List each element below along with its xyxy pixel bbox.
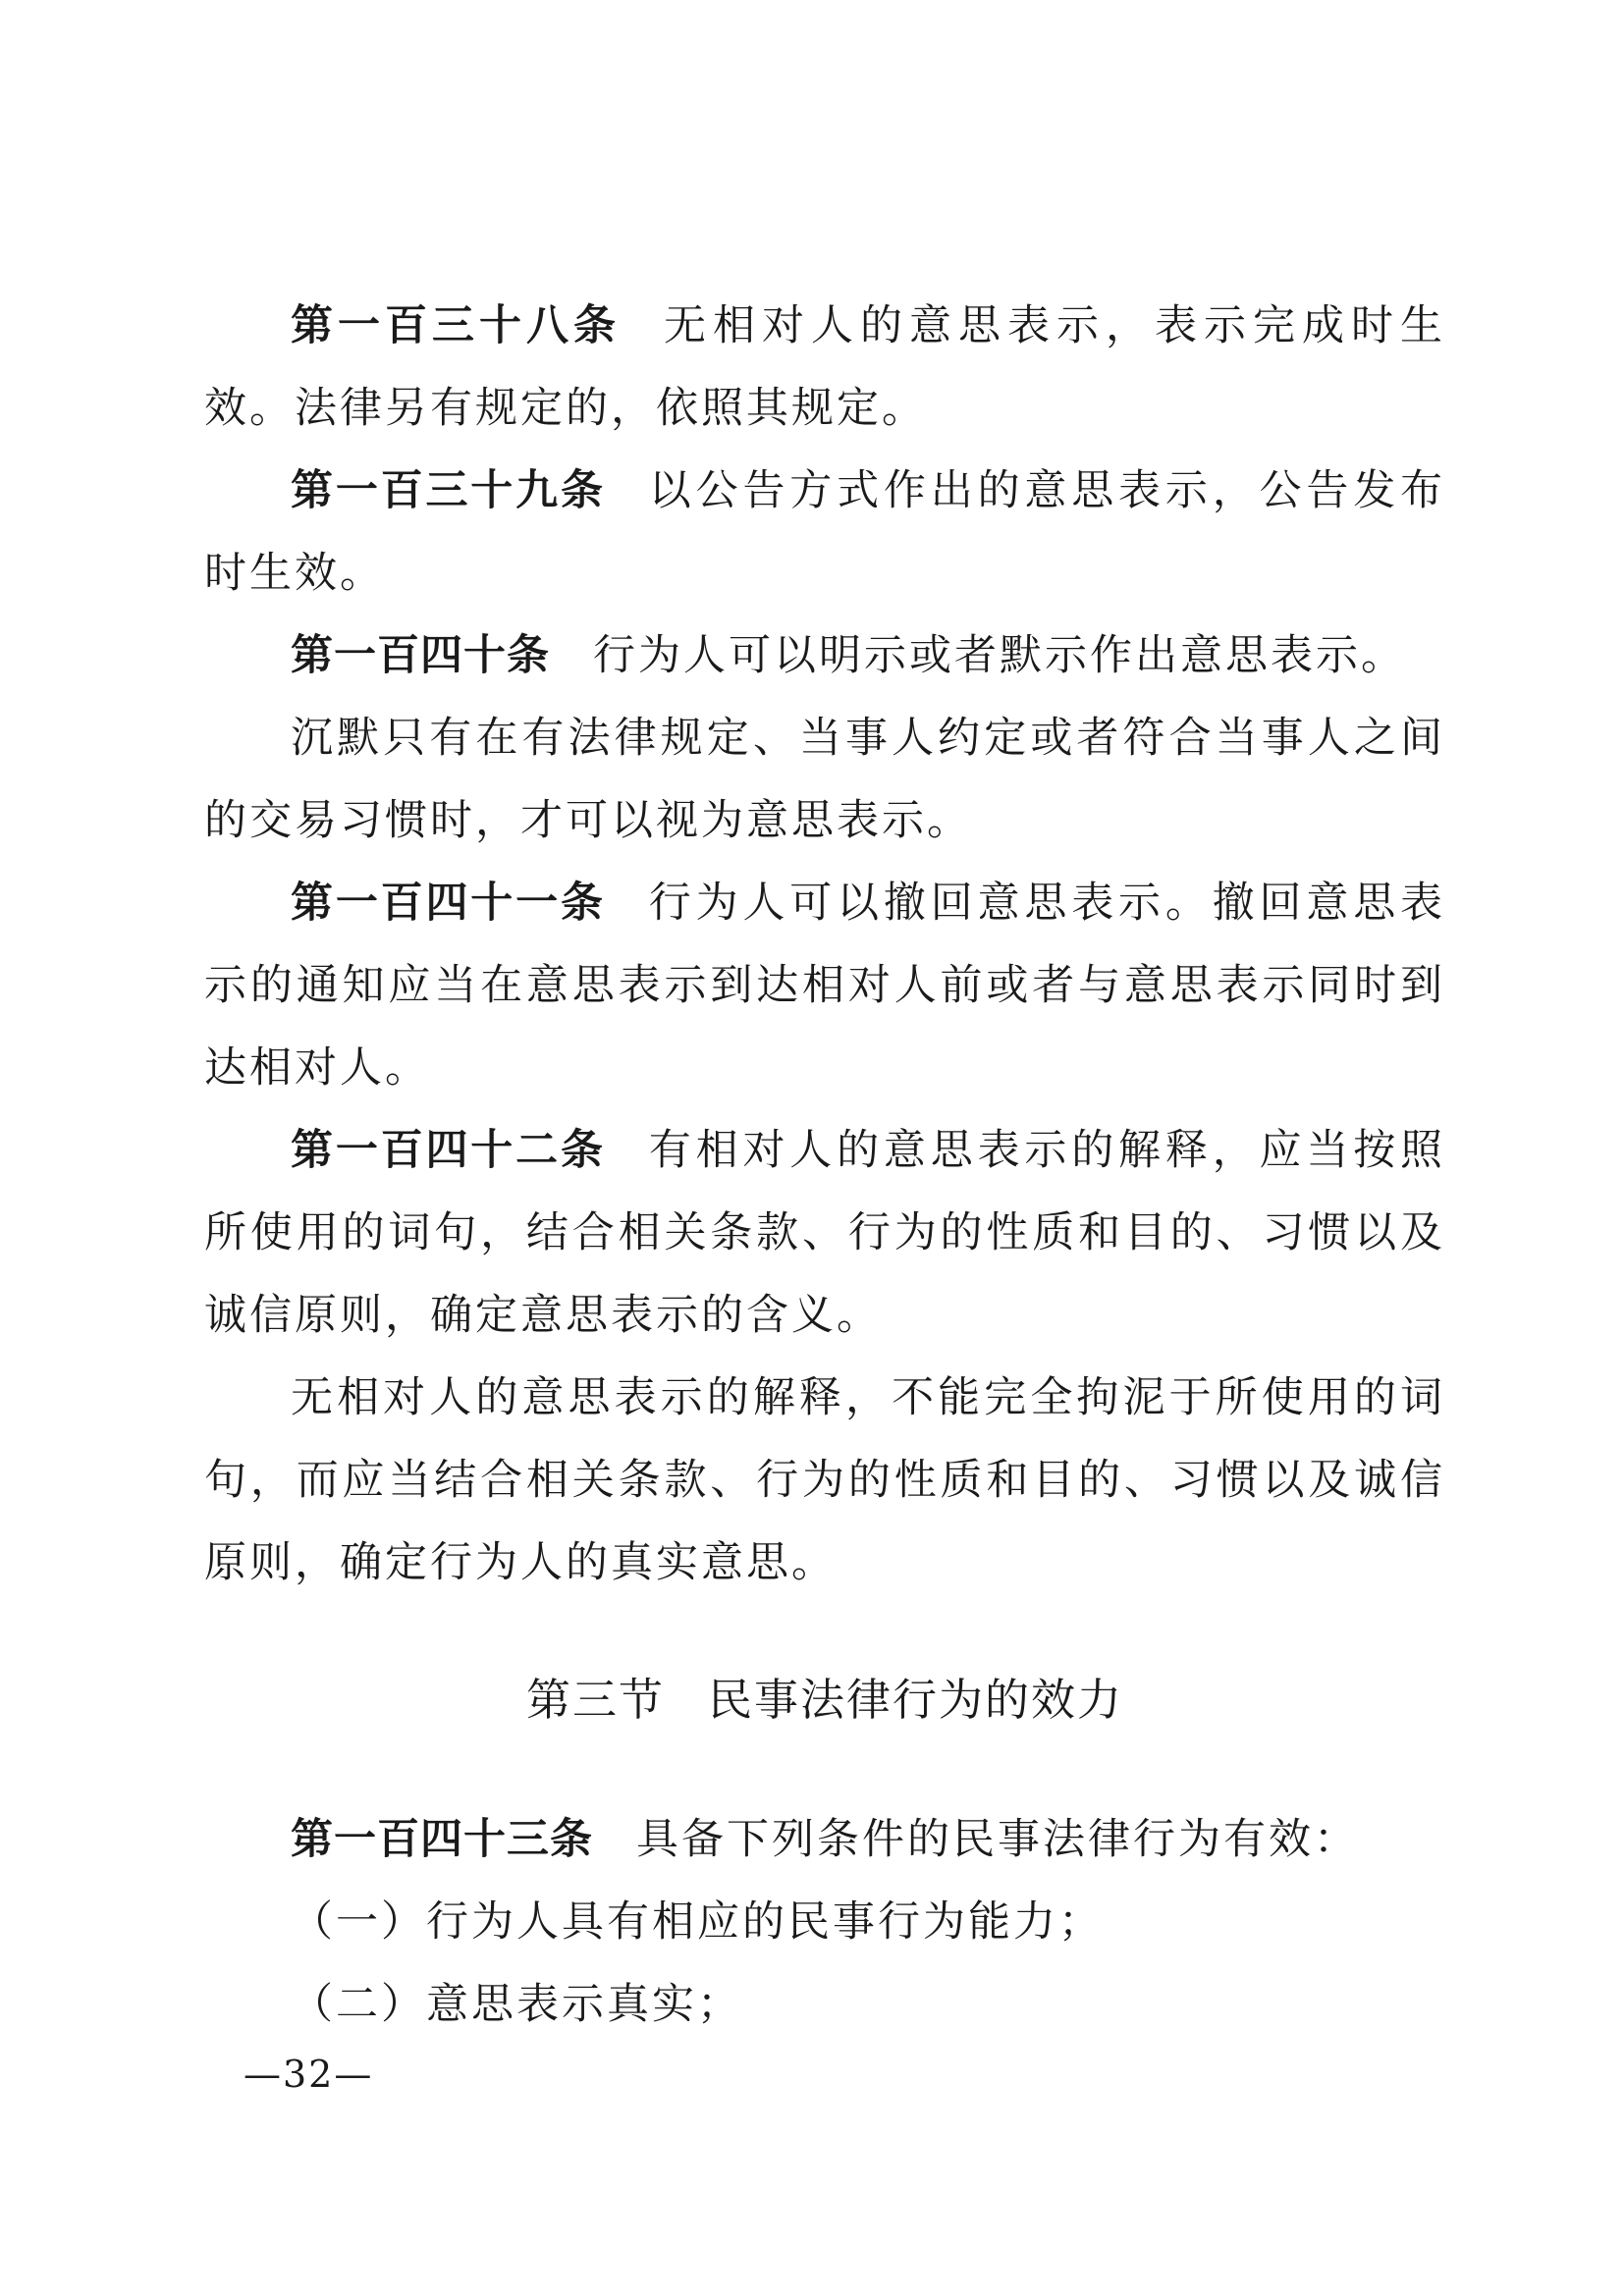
article-text: 无相对人的意思表示的解释，不能完全拘泥于所使用的词句，而应当结合相关条款、行为的性质和目的、习惯以及诚信原则，确定行为人的真实意思。	[204, 1373, 1445, 1587]
article-paragraph	[204, 614, 1445, 697]
article-paragraph	[204, 285, 1445, 450]
article-text: 无相对人的意思表示，表示完成时生效。法律另有规定的，依照其规定。	[204, 301, 1445, 433]
article-paragraph	[204, 1109, 1445, 1357]
list-item	[204, 1881, 1445, 1963]
list-item	[204, 1963, 1445, 2046]
article-paragraph	[204, 450, 1445, 614]
article-paragraph	[204, 1357, 1445, 1604]
article-paragraph	[204, 862, 1445, 1109]
article-number: 第一百四十二条	[291, 1126, 606, 1175]
article-text: （一）行为人具有相应的民事行为能力；	[291, 1897, 1104, 1947]
article-text: 行为人可以撤回意思表示。撤回意思表示的通知应当在意思表示到达相对人前或者与意思表示同时到达相对人。	[204, 879, 1446, 1093]
page-number: —32—	[244, 2053, 374, 2096]
section-number: 第三节	[525, 1674, 665, 1726]
article-text: 有相对人的意思表示的解释，应当按照所使用的词句，结合相关条款、行为的性质和目的、习惯以及诚信原则，确定意思表示的含义。	[204, 1126, 1446, 1340]
article-number: 第一百四十三条	[291, 1815, 593, 1864]
section-heading	[204, 1659, 1445, 1741]
article-number: 第一百三十八条	[291, 301, 621, 350]
article-paragraph	[204, 1798, 1445, 1881]
article-number: 第一百三十九条	[291, 466, 606, 515]
article-text: 行为人可以明示或者默示作出意思表示。	[593, 631, 1406, 680]
article-text: 沉默只有在有法律规定、当事人约定或者符合当事人之间的交易习惯时，才可以视为意思表示。	[204, 714, 1445, 845]
article-paragraph	[204, 697, 1445, 862]
article-number: 第一百四十条	[291, 631, 550, 680]
article-number: 第一百四十一条	[291, 879, 606, 928]
document-body	[204, 285, 1445, 2046]
article-text: （二）意思表示真实；	[291, 1980, 742, 2029]
article-text: 以公告方式作出的意思表示，公告发布时生效。	[204, 466, 1446, 598]
section-title: 民事法律行为的效力	[708, 1674, 1124, 1726]
article-text: 具备下列条件的民事法律行为有效：	[636, 1815, 1359, 1864]
